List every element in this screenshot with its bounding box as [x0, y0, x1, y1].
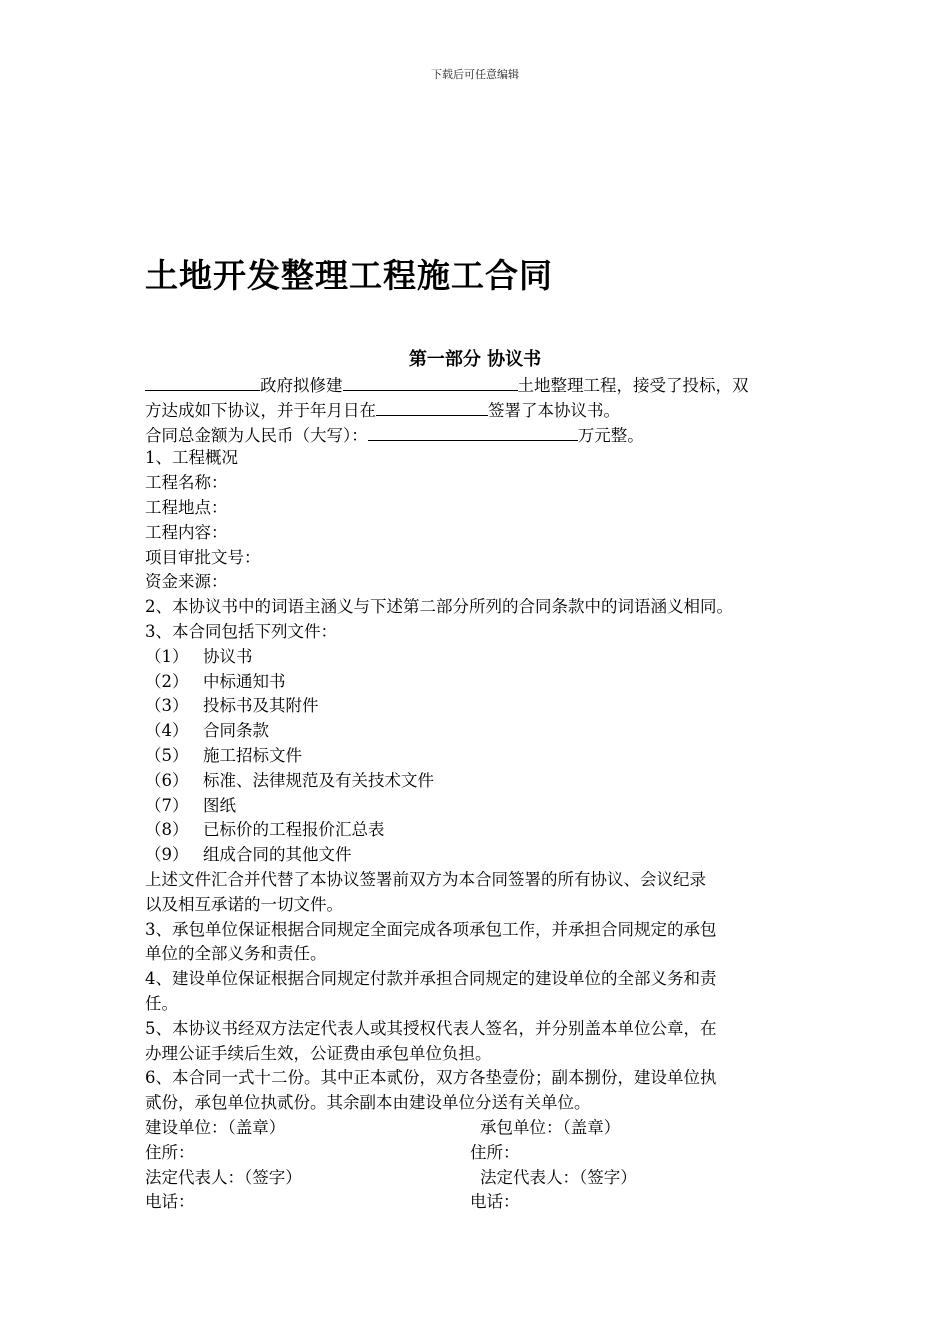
- paragraph-line: 以及相互承诺的一切文件。: [145, 894, 343, 914]
- section-title: 第一部分 协议书: [408, 349, 542, 370]
- amount-line: [145, 422, 820, 447]
- signature-row: [145, 1190, 820, 1215]
- government-blank: [145, 372, 260, 391]
- paragraph-line: 办理公证手续后生效，公证费由承包单位负担。: [145, 1043, 492, 1063]
- document-item-number: （6）: [145, 770, 189, 790]
- paragraph-line: 上述文件汇合并代替了本协议签署前双方为本合同签署的所有协议、会议纪录: [145, 869, 706, 889]
- field-project-name: 工程名称：: [145, 473, 228, 493]
- document-item: [145, 769, 820, 794]
- document-item-text: 合同条款: [203, 721, 269, 741]
- paragraph-line: 3、承包单位保证根据合同规定全面完成各项承包工作，并承担合同规定的承包: [145, 919, 717, 939]
- amount-blank: [368, 422, 578, 441]
- signature-row: [145, 1141, 820, 1166]
- paragraph-line: 任。: [145, 993, 178, 1013]
- overview-heading: 1、工程概况: [145, 448, 238, 468]
- field-project-location: 工程地点：: [145, 497, 228, 517]
- signature-left: 建设单位：（盖章）: [145, 1117, 286, 1137]
- paragraph-line: 贰份，承包单位执贰份。其余副本由建设单位分送有关单位。: [145, 1093, 591, 1113]
- clause-3-heading: 3、本合同包括下列文件：: [145, 621, 337, 641]
- document-item: [145, 670, 820, 695]
- document-item: [145, 719, 820, 744]
- signature-row: [145, 1116, 820, 1141]
- document-title: 土地开发整理工程施工合同: [145, 256, 553, 295]
- document-item: [145, 744, 820, 769]
- signature-left: 住所：: [145, 1142, 195, 1162]
- document-item-number: （2）: [145, 671, 189, 691]
- paragraph-line: 6、本合同一式十二份。其中正本贰份，双方各垫壹份；副本捌份，建设单位执: [145, 1068, 717, 1088]
- project-blank: [343, 372, 518, 391]
- document-item-number: （4）: [145, 721, 189, 741]
- header-note: 下载后可任意编辑: [431, 68, 519, 81]
- intro-line-1: [145, 372, 820, 397]
- document-item-number: （9）: [145, 845, 189, 865]
- document-item: [145, 843, 820, 868]
- document-item: [145, 645, 820, 670]
- document-item-number: （1）: [145, 646, 189, 666]
- field-approval-number: 项目审批文号：: [145, 547, 261, 567]
- document-item-text: 标准、法律规范及有关技术文件: [203, 770, 434, 790]
- field-funding-source: 资金来源：: [145, 572, 228, 592]
- document-item-number: （8）: [145, 820, 189, 840]
- intro-text-3: 方达成如下协议，并于年月日在: [145, 400, 376, 420]
- paragraph-line: 单位的全部义务和责任。: [145, 944, 327, 964]
- amount-prefix: 合同总金额为人民币（大写）：: [145, 425, 368, 445]
- intro-text-4: 签署了本协议书。: [488, 400, 620, 420]
- document-item: [145, 694, 820, 719]
- signature-left: 法定代表人：（签字）: [145, 1167, 302, 1187]
- document-body: [145, 372, 820, 1215]
- place-blank: [376, 397, 488, 416]
- field-project-content: 工程内容：: [145, 522, 228, 542]
- document-item-number: （3）: [145, 696, 189, 716]
- signature-row: [145, 1166, 820, 1191]
- document-item-text: 图纸: [203, 795, 236, 815]
- document-item-text: 协议书: [203, 646, 253, 666]
- document-item-number: （5）: [145, 745, 189, 765]
- document-item-number: （7）: [145, 795, 189, 815]
- document-item: [145, 794, 820, 819]
- paragraph-line: 4、建设单位保证根据合同规定付款并承担合同规定的建设单位的全部义务和责: [145, 969, 717, 989]
- signature-right: 住所：: [470, 1142, 520, 1162]
- clause-2: 2、本协议书中的词语主涵义与下述第二部分所列的合同条款中的词语涵义相同。: [145, 597, 733, 617]
- paragraph-line: 5、本协议书经双方法定代表人或其授权代表人签名，并分别盖本单位公章，在: [145, 1018, 717, 1038]
- intro-text-1: 政府拟修建: [260, 376, 343, 395]
- document-item-text: 施工招标文件: [203, 745, 302, 765]
- document-item: [145, 818, 820, 843]
- signature-right: 法定代表人：（签字）: [480, 1167, 637, 1187]
- document-item-text: 已标价的工程报价汇总表: [203, 820, 385, 840]
- document-item-text: 投标书及其附件: [203, 696, 319, 716]
- signature-right: 承包单位：（盖章）: [480, 1117, 621, 1137]
- intro-line-2: [145, 397, 820, 422]
- document-item-text: 组成合同的其他文件: [203, 845, 352, 865]
- amount-suffix: 万元整。: [577, 425, 644, 445]
- signature-right: 电话：: [470, 1192, 520, 1212]
- signature-left: 电话：: [145, 1192, 195, 1212]
- intro-text-2: 土地整理工程，接受了投标，双: [517, 376, 749, 395]
- document-item-text: 中标通知书: [203, 671, 286, 691]
